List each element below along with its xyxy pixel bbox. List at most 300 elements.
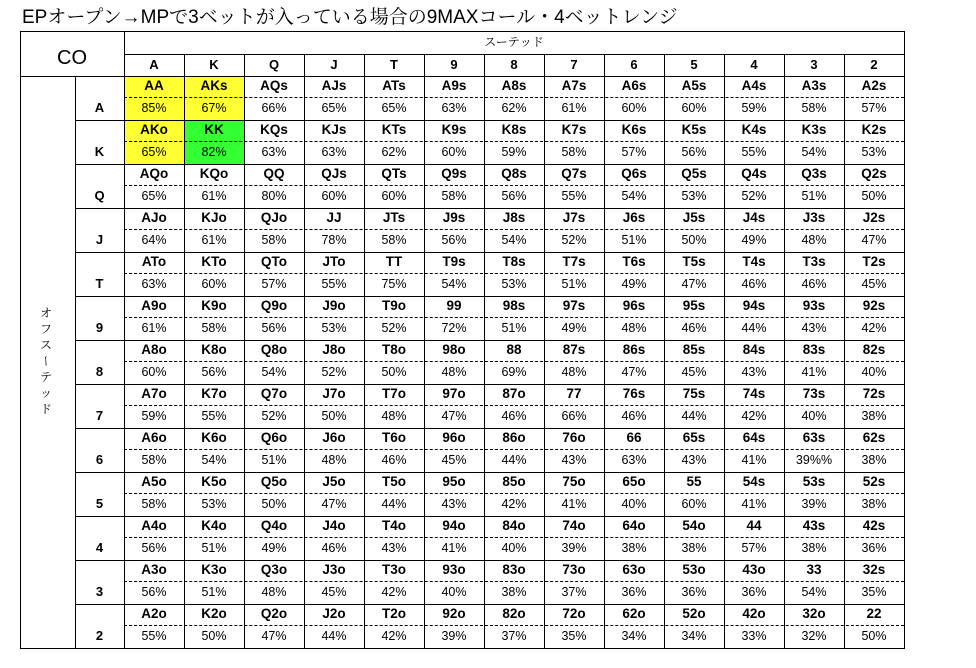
hand-percentage: 40%	[501, 541, 527, 555]
hand-percentage: 58%	[441, 189, 467, 203]
hand-label: 83s	[802, 342, 826, 357]
hand-percentage: 55%	[561, 189, 587, 203]
hand-percentage: 56%	[141, 541, 167, 555]
hand-label: Q5s	[681, 166, 707, 181]
hand-percentage: 56%	[441, 233, 467, 247]
offsuit-label-char: ッ	[39, 386, 52, 400]
hand-percentage: 66%	[261, 101, 287, 115]
hand-percentage: 54%	[801, 145, 827, 159]
hand-label: A6o	[141, 430, 167, 445]
hand-label: 93s	[802, 298, 826, 313]
hand-label: KTo	[201, 254, 227, 269]
hand-label: A7s	[561, 78, 587, 93]
hand-label: A8o	[141, 342, 167, 357]
hand-label: 75s	[682, 386, 706, 401]
hand-label: 84o	[502, 518, 526, 533]
hand-percentage: 42%	[381, 629, 407, 643]
hand-label: K7s	[561, 122, 587, 137]
hand-percentage: 47%	[321, 497, 347, 511]
hand-percentage: 51%	[801, 189, 827, 203]
hand-percentage: 55%	[201, 409, 227, 423]
row-dashed-divider	[124, 273, 904, 274]
hand-percentage: 44%	[381, 497, 407, 511]
table-border-bottom	[20, 648, 905, 649]
hand-label: T7s	[562, 254, 586, 269]
hand-label: 98s	[502, 298, 526, 313]
hand-label: T3o	[381, 562, 406, 577]
hand-label: 88	[506, 342, 522, 357]
row-dashed-divider	[124, 229, 904, 230]
hand-percentage: 78%	[321, 233, 347, 247]
hand-percentage: 60%	[201, 277, 227, 291]
hand-label: A5s	[681, 78, 707, 93]
row-dashed-divider	[124, 405, 904, 406]
hand-label: TT	[385, 254, 403, 269]
hand-label: QQ	[263, 166, 285, 181]
hand-percentage: 50%	[681, 233, 707, 247]
hand-percentage: 43%	[681, 453, 707, 467]
hand-label: Q5o	[260, 474, 288, 489]
hand-percentage: 60%	[141, 365, 167, 379]
row-header-A: A	[94, 100, 105, 115]
hand-percentage: 58%	[801, 101, 827, 115]
hand-percentage: 40%	[861, 365, 887, 379]
hand-percentage: 50%	[321, 409, 347, 423]
hand-label: 94o	[442, 518, 466, 533]
hand-label: A8s	[501, 78, 527, 93]
row-dashed-divider	[124, 141, 904, 142]
hand-percentage: 45%	[321, 585, 347, 599]
hand-label: T8o	[381, 342, 406, 357]
hand-label: JJ	[326, 210, 342, 225]
hand-label: 98o	[442, 342, 466, 357]
hand-label: Q2o	[260, 606, 288, 621]
column-header-J: J	[330, 57, 338, 72]
hand-percentage: 38%	[501, 585, 527, 599]
hand-percentage: 36%	[681, 585, 707, 599]
row-header-J: J	[95, 232, 104, 247]
hand-percentage: 58%	[141, 497, 167, 511]
hand-percentage: 62%	[381, 145, 407, 159]
hand-label: K6s	[621, 122, 647, 137]
hand-label: 82o	[502, 606, 526, 621]
hand-percentage: 44%	[501, 453, 527, 467]
suited-header-divider	[124, 54, 904, 55]
hand-percentage: 58%	[561, 145, 587, 159]
hand-label: K4o	[201, 518, 227, 533]
hand-percentage: 48%	[381, 409, 407, 423]
row-header-9: 9	[95, 320, 104, 335]
hand-label: KQs	[260, 122, 288, 137]
hand-percentage: 48%	[261, 585, 287, 599]
hand-percentage: 55%	[141, 629, 167, 643]
hand-percentage: 51%	[201, 585, 227, 599]
hand-label: 87s	[562, 342, 586, 357]
hand-percentage: 41%	[801, 365, 827, 379]
hand-percentage: 51%	[201, 541, 227, 555]
hand-percentage: 59%	[501, 145, 527, 159]
hand-label: 66	[626, 430, 642, 445]
hand-percentage: 69%	[501, 365, 527, 379]
hand-percentage: 49%	[741, 233, 767, 247]
hand-label: 86o	[502, 430, 526, 445]
row-dashed-divider	[124, 625, 904, 626]
hand-percentage: 63%	[141, 277, 167, 291]
hand-percentage: 49%	[621, 277, 647, 291]
hand-label: Q9o	[260, 298, 288, 313]
hand-percentage: 41%	[561, 497, 587, 511]
hand-label: A9s	[441, 78, 467, 93]
hand-percentage: 60%	[621, 101, 647, 115]
row-header-Q: Q	[94, 188, 105, 203]
hand-label: 44	[746, 518, 762, 533]
hand-percentage: 47%	[681, 277, 707, 291]
hand-label: JTs	[382, 210, 406, 225]
hand-label: J7s	[562, 210, 586, 225]
hand-percentage: 34%	[681, 629, 707, 643]
hand-percentage: 58%	[141, 453, 167, 467]
hand-percentage: 36%	[621, 585, 647, 599]
hand-label: 95s	[682, 298, 706, 313]
hand-percentage: 58%	[261, 233, 287, 247]
hand-label: 99	[446, 298, 462, 313]
hand-label: 84s	[742, 342, 766, 357]
hand-label: 63o	[622, 562, 646, 577]
hand-percentage: 53%	[201, 497, 227, 511]
hand-percentage: 38%	[621, 541, 647, 555]
hand-percentage: 45%	[681, 365, 707, 379]
hand-percentage: 55%	[741, 145, 767, 159]
hand-percentage: 50%	[861, 189, 887, 203]
row-header-7: 7	[95, 408, 104, 423]
hand-label: K3o	[201, 562, 227, 577]
hand-label: 73s	[802, 386, 826, 401]
hand-label: Q3s	[801, 166, 827, 181]
hand-percentage: 72%	[441, 321, 467, 335]
hand-label: K7o	[201, 386, 227, 401]
hand-percentage: 53%	[501, 277, 527, 291]
hand-label: 82s	[862, 342, 886, 357]
hand-percentage: 47%	[861, 233, 887, 247]
row-header-K: K	[94, 144, 105, 159]
hand-percentage: 47%	[441, 409, 467, 423]
hand-label: K9s	[441, 122, 467, 137]
row-dashed-divider	[124, 537, 904, 538]
hand-label: 85o	[502, 474, 526, 489]
hand-percentage: 75%	[381, 277, 407, 291]
hand-percentage: 64%	[141, 233, 167, 247]
hand-label: 65o	[622, 474, 646, 489]
hand-percentage: 52%	[561, 233, 587, 247]
hand-label: J2s	[862, 210, 886, 225]
hand-percentage: 43%	[561, 453, 587, 467]
hand-percentage: 46%	[621, 409, 647, 423]
offsuit-label-char: ド	[39, 402, 52, 416]
hand-label: 96s	[622, 298, 646, 313]
hand-percentage: 36%	[741, 585, 767, 599]
hand-label: 62s	[862, 430, 886, 445]
table-border-top	[20, 31, 904, 32]
hand-percentage: 60%	[381, 189, 407, 203]
offsuit-label-char: テ	[39, 370, 52, 384]
hand-label: AA	[144, 78, 164, 93]
column-header-7: 7	[570, 57, 578, 72]
hand-label: 72o	[562, 606, 586, 621]
column-header-8: 8	[510, 57, 518, 72]
hand-percentage: 50%	[261, 497, 287, 511]
hand-label: A3s	[801, 78, 827, 93]
hand-percentage: 61%	[201, 233, 227, 247]
hand-label: 64o	[622, 518, 646, 533]
row-header-T: T	[95, 276, 104, 291]
hand-label: Q2s	[861, 166, 887, 181]
hand-percentage: 65%	[381, 101, 407, 115]
hand-label: Q4s	[741, 166, 767, 181]
hand-label: 85s	[682, 342, 706, 357]
hand-percentage: 48%	[321, 453, 347, 467]
hand-label: K8s	[501, 122, 527, 137]
hand-label: QJs	[321, 166, 347, 181]
hand-percentage: 47%	[621, 365, 647, 379]
column-header-9: 9	[450, 57, 458, 72]
hand-label: AJs	[321, 78, 347, 93]
hand-label: 52o	[682, 606, 706, 621]
hand-percentage: 38%	[801, 541, 827, 555]
hand-percentage: 50%	[201, 629, 227, 643]
hand-label: J2o	[322, 606, 346, 621]
hand-percentage: 37%	[501, 629, 527, 643]
hand-percentage: 85%	[141, 101, 167, 115]
hand-percentage: 56%	[501, 189, 527, 203]
hand-label: Q7o	[260, 386, 288, 401]
hand-percentage: 46%	[501, 409, 527, 423]
hand-label: T7o	[381, 386, 406, 401]
hand-percentage: 54%	[201, 453, 227, 467]
hand-label: K5s	[681, 122, 707, 137]
hand-percentage: 39%	[561, 541, 587, 555]
hand-label: J3o	[322, 562, 346, 577]
hand-percentage: 58%	[381, 233, 407, 247]
hand-label: KJo	[201, 210, 227, 225]
hand-percentage: 36%	[861, 541, 887, 555]
hand-label: QTo	[261, 254, 287, 269]
offsuit-label-char: ス	[39, 338, 52, 352]
hand-label: A6s	[621, 78, 647, 93]
row-header-8: 8	[95, 364, 104, 379]
hand-label: J6o	[322, 430, 346, 445]
hand-percentage: 57%	[741, 541, 767, 555]
hand-label: 83o	[502, 562, 526, 577]
row-dashed-divider	[124, 97, 904, 98]
hand-percentage: 41%	[441, 541, 467, 555]
hand-percentage: 46%	[741, 277, 767, 291]
corner-label: CO	[57, 47, 87, 69]
hand-percentage: 52%	[381, 321, 407, 335]
row-header-4: 4	[95, 540, 104, 555]
hand-percentage: 45%	[861, 277, 887, 291]
hand-label: 97s	[562, 298, 586, 313]
hand-label: J8s	[502, 210, 526, 225]
hand-label: 32o	[802, 606, 826, 621]
hand-percentage: 40%	[801, 409, 827, 423]
hand-percentage: 58%	[201, 321, 227, 335]
hand-label: K9o	[201, 298, 227, 313]
hand-percentage: 52%	[321, 365, 347, 379]
hand-label: 94s	[742, 298, 766, 313]
hand-label: 97o	[442, 386, 466, 401]
hand-label: Q6s	[621, 166, 647, 181]
hand-percentage: 46%	[801, 277, 827, 291]
row-header-5: 5	[95, 496, 104, 511]
hand-label: 43o	[742, 562, 766, 577]
hand-percentage: 46%	[321, 541, 347, 555]
hand-percentage: 48%	[801, 233, 827, 247]
hand-percentage: 42%	[501, 497, 527, 511]
hand-percentage: 56%	[261, 321, 287, 335]
hand-percentage: 43%	[741, 365, 767, 379]
hand-percentage: 44%	[681, 409, 707, 423]
hand-label: K5o	[201, 474, 227, 489]
hand-label: KQo	[199, 166, 229, 181]
hand-label: T6s	[622, 254, 646, 269]
table-border-left	[20, 31, 21, 648]
hand-percentage: 63%	[621, 453, 647, 467]
row-dashed-divider	[124, 581, 904, 582]
hand-percentage: 61%	[141, 321, 167, 335]
row-dashed-divider	[124, 185, 904, 186]
hand-label: T2s	[862, 254, 886, 269]
hand-percentage: 56%	[141, 585, 167, 599]
hand-percentage: 39%	[441, 629, 467, 643]
offsuit-label-char: ー	[39, 354, 53, 367]
hand-percentage: 54%	[501, 233, 527, 247]
hand-percentage: 55%	[321, 277, 347, 291]
hand-label: Q7s	[561, 166, 587, 181]
hand-label: K3s	[801, 122, 827, 137]
hand-label: T5o	[381, 474, 406, 489]
hand-percentage: 61%	[561, 101, 587, 115]
hand-label: Q8o	[260, 342, 288, 357]
hand-label: 75o	[562, 474, 586, 489]
hand-percentage: 51%	[561, 277, 587, 291]
hand-percentage: 40%	[621, 497, 647, 511]
hand-percentage: 57%	[861, 101, 887, 115]
hand-label: 32s	[862, 562, 886, 577]
hand-label: 43s	[802, 518, 826, 533]
hand-percentage: 67%	[201, 101, 227, 115]
hand-label: KJs	[321, 122, 347, 137]
hand-label: QJo	[260, 210, 288, 225]
hand-percentage: 43%	[801, 321, 827, 335]
hand-percentage: 49%	[261, 541, 287, 555]
hand-percentage: 65%	[321, 101, 347, 115]
hand-label: 53o	[682, 562, 706, 577]
hand-label: ATs	[382, 78, 406, 93]
hand-label: 53s	[802, 474, 826, 489]
hand-percentage: 56%	[201, 365, 227, 379]
hand-label: 96o	[442, 430, 466, 445]
hand-label: A7o	[141, 386, 167, 401]
hand-label: ATo	[141, 254, 167, 269]
hand-label: J8o	[322, 342, 346, 357]
hand-label: 74s	[742, 386, 766, 401]
column-header-6: 6	[630, 57, 638, 72]
hand-label: 52s	[862, 474, 886, 489]
hand-percentage: 59%	[741, 101, 767, 115]
hand-label: 64s	[742, 430, 766, 445]
hand-label: J7o	[322, 386, 346, 401]
hand-label: AJo	[141, 210, 167, 225]
column-header-5: 5	[690, 57, 698, 72]
hand-label: Q9s	[441, 166, 467, 181]
hand-percentage: 57%	[261, 277, 287, 291]
hand-percentage: 53%	[321, 321, 347, 335]
hand-label: T2o	[381, 606, 406, 621]
hand-label: 77	[566, 386, 582, 401]
hand-percentage: 63%	[441, 101, 467, 115]
hand-percentage: 40%	[441, 585, 467, 599]
hand-label: T4s	[742, 254, 766, 269]
column-header-3: 3	[810, 57, 818, 72]
hand-label: J6s	[622, 210, 646, 225]
hand-percentage: 60%	[321, 189, 347, 203]
hand-percentage: 51%	[501, 321, 527, 335]
hand-percentage: 38%	[861, 497, 887, 511]
hand-percentage: 80%	[261, 189, 287, 203]
hand-percentage: 63%	[321, 145, 347, 159]
hand-label: J5s	[682, 210, 706, 225]
hand-label: AKs	[200, 78, 228, 93]
hand-percentage: 50%	[381, 365, 407, 379]
hand-label: 65s	[682, 430, 706, 445]
hand-percentage: 46%	[681, 321, 707, 335]
page-title: EPオープン→MPで3ベットが入っている場合の9MAXコール・4ベットレンジ	[22, 7, 678, 28]
hand-label: J4o	[322, 518, 346, 533]
hand-label: QTs	[381, 166, 407, 181]
row-dashed-divider	[124, 493, 904, 494]
row-header-3: 3	[95, 584, 104, 599]
hand-label: 87o	[502, 386, 526, 401]
hand-percentage: 35%	[861, 585, 887, 599]
hand-label: J9s	[442, 210, 466, 225]
column-header-A: A	[149, 57, 159, 72]
hand-percentage: 66%	[561, 409, 587, 423]
hand-label: J9o	[322, 298, 346, 313]
hand-label: KTs	[381, 122, 407, 137]
hand-percentage: 60%	[681, 101, 707, 115]
column-header-T: T	[390, 57, 398, 72]
hand-label: K4s	[741, 122, 767, 137]
hand-percentage: 43%	[441, 497, 467, 511]
hand-label: K2s	[861, 122, 887, 137]
hand-label: A3o	[141, 562, 167, 577]
hand-label: A9o	[141, 298, 167, 313]
hand-percentage: 52%	[261, 409, 287, 423]
hand-percentage: 39%%	[795, 453, 833, 467]
hand-label: J3s	[802, 210, 826, 225]
hand-percentage: 54%	[801, 585, 827, 599]
hand-percentage: 39%	[801, 497, 827, 511]
hand-label: Q8s	[501, 166, 527, 181]
hand-percentage: 48%	[561, 365, 587, 379]
hand-percentage: 56%	[681, 145, 707, 159]
hand-label: 22	[866, 606, 882, 621]
hand-label: T9o	[381, 298, 406, 313]
hand-label: T5s	[682, 254, 706, 269]
hand-percentage: 51%	[261, 453, 287, 467]
hand-percentage: 45%	[441, 453, 467, 467]
hand-label: Q3o	[260, 562, 288, 577]
